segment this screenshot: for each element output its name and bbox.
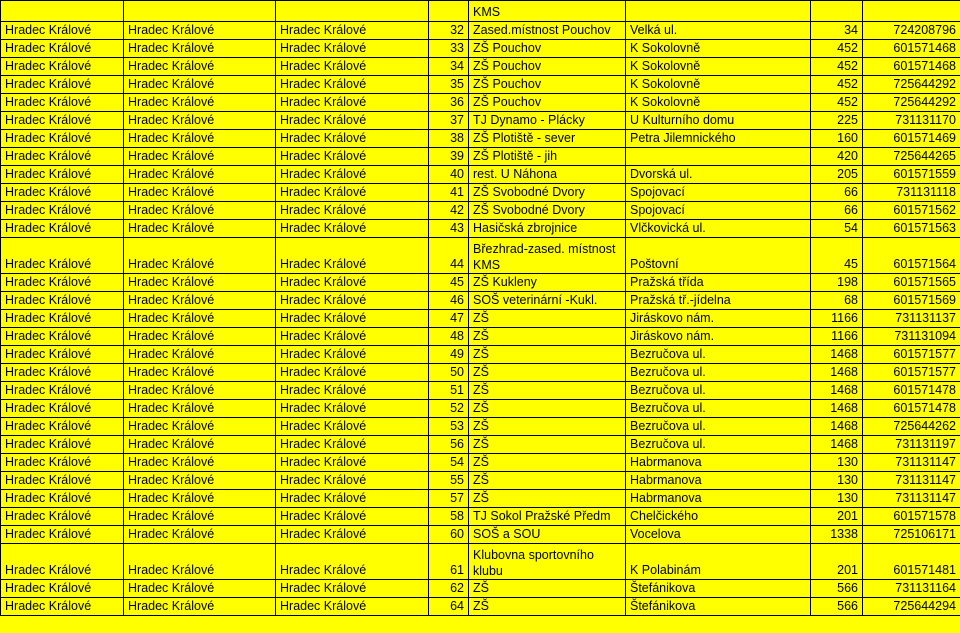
- street-cell: [626, 148, 811, 166]
- town-cell: Hradec Králové: [276, 148, 429, 166]
- table-row: [1, 328, 960, 346]
- station-number-cell: 32: [429, 22, 469, 40]
- station-number-cell: 62: [429, 580, 469, 598]
- table-row: [1, 202, 960, 220]
- station-name-cell: ZŠ: [469, 472, 626, 490]
- town-cell: Hradec Králové: [276, 292, 429, 310]
- station-number-cell: 64: [429, 598, 469, 616]
- phone-cell: 731131197: [863, 436, 960, 454]
- station-number-cell: 48: [429, 328, 469, 346]
- district-cell: Hradec Králové: [1, 454, 124, 472]
- phone-cell: 601571559: [863, 166, 960, 184]
- phone-cell: 601571578: [863, 508, 960, 526]
- phone-cell: 731131094: [863, 328, 960, 346]
- municipality-cell: Hradec Králové: [124, 580, 276, 598]
- station-name-cell: ZŠ: [469, 418, 626, 436]
- station-name-cell: SOŠ veterinární -Kukl.: [469, 292, 626, 310]
- phone-cell: 601571569: [863, 292, 960, 310]
- municipality-cell: Hradec Králové: [124, 544, 276, 580]
- street-cell: Štefánikova: [626, 598, 811, 616]
- municipality-cell: Hradec Králové: [124, 94, 276, 112]
- phone-cell: 725644294: [863, 598, 960, 616]
- district-cell: [1, 1, 124, 22]
- town-cell: Hradec Králové: [276, 598, 429, 616]
- street-cell: Vocelova: [626, 526, 811, 544]
- table-row: [1, 544, 960, 580]
- town-cell: Hradec Králové: [276, 94, 429, 112]
- municipality-cell: Hradec Králové: [124, 436, 276, 454]
- station-name-cell: ZŠ Pouchov: [469, 40, 626, 58]
- station-name-cell: ZŠ Svobodné Dvory: [469, 184, 626, 202]
- town-cell: [276, 1, 429, 22]
- station-number-cell: [429, 1, 469, 22]
- table-row: [1, 490, 960, 508]
- phone-cell: 724208796: [863, 22, 960, 40]
- house-number-cell: 198: [811, 274, 863, 292]
- table-row: [1, 166, 960, 184]
- street-cell: Velká ul.: [626, 22, 811, 40]
- town-cell: Hradec Králové: [276, 166, 429, 184]
- street-cell: K Sokolovně: [626, 94, 811, 112]
- street-cell: K Sokolovně: [626, 40, 811, 58]
- town-cell: Hradec Králové: [276, 238, 429, 274]
- district-cell: Hradec Králové: [1, 112, 124, 130]
- table-row: [1, 148, 960, 166]
- street-cell: Habrmanova: [626, 472, 811, 490]
- street-cell: Bezručova ul.: [626, 364, 811, 382]
- phone-cell: 731131147: [863, 472, 960, 490]
- house-number-cell: 452: [811, 94, 863, 112]
- street-cell: Spojovací: [626, 202, 811, 220]
- town-cell: Hradec Králové: [276, 436, 429, 454]
- municipality-cell: Hradec Králové: [124, 328, 276, 346]
- house-number-cell: 452: [811, 76, 863, 94]
- district-cell: Hradec Králové: [1, 490, 124, 508]
- district-cell: Hradec Králové: [1, 76, 124, 94]
- station-name-cell: ZŠ Pouchov: [469, 58, 626, 76]
- district-cell: Hradec Králové: [1, 346, 124, 364]
- house-number-cell: 1338: [811, 526, 863, 544]
- station-number-cell: 34: [429, 58, 469, 76]
- phone-cell: 601571468: [863, 58, 960, 76]
- district-cell: Hradec Králové: [1, 292, 124, 310]
- station-number-cell: 58: [429, 508, 469, 526]
- district-cell: Hradec Králové: [1, 220, 124, 238]
- municipality-cell: Hradec Králové: [124, 202, 276, 220]
- street-cell: K Sokolovně: [626, 76, 811, 94]
- street-cell: Bezručova ul.: [626, 346, 811, 364]
- phone-cell: 725106171: [863, 526, 960, 544]
- table-row: [1, 130, 960, 148]
- table-row: [1, 454, 960, 472]
- phone-cell: 601571562: [863, 202, 960, 220]
- phone-cell: 731131137: [863, 310, 960, 328]
- phone-cell: 601571468: [863, 40, 960, 58]
- station-number-cell: 46: [429, 292, 469, 310]
- municipality-cell: Hradec Králové: [124, 490, 276, 508]
- district-cell: Hradec Králové: [1, 364, 124, 382]
- house-number-cell: 34: [811, 22, 863, 40]
- station-name-cell: Hasičská zbrojnice: [469, 220, 626, 238]
- phone-cell: 601571563: [863, 220, 960, 238]
- station-name-cell: ZŠ Svobodné Dvory: [469, 202, 626, 220]
- station-number-cell: 42: [429, 202, 469, 220]
- phone-cell: 731131170: [863, 112, 960, 130]
- district-cell: Hradec Králové: [1, 310, 124, 328]
- district-cell: Hradec Králové: [1, 598, 124, 616]
- table-row: [1, 94, 960, 112]
- table-row: [1, 310, 960, 328]
- table-row: [1, 220, 960, 238]
- municipality-cell: Hradec Králové: [124, 130, 276, 148]
- phone-cell: 601571577: [863, 364, 960, 382]
- station-name-cell: ZŠ Plotiště - sever: [469, 130, 626, 148]
- house-number-cell: 566: [811, 598, 863, 616]
- municipality-cell: Hradec Králové: [124, 184, 276, 202]
- house-number-cell: 205: [811, 166, 863, 184]
- house-number-cell: 130: [811, 472, 863, 490]
- station-name-cell: ZŠ Pouchov: [469, 76, 626, 94]
- phone-cell: 601571478: [863, 400, 960, 418]
- municipality-cell: Hradec Králové: [124, 598, 276, 616]
- municipality-cell: Hradec Králové: [124, 472, 276, 490]
- house-number-cell: 452: [811, 40, 863, 58]
- station-name-cell: ZŠ: [469, 490, 626, 508]
- station-number-cell: 38: [429, 130, 469, 148]
- town-cell: Hradec Králové: [276, 274, 429, 292]
- phone-cell: 601571565: [863, 274, 960, 292]
- station-name-cell: KMS: [469, 1, 626, 22]
- phone-cell: 601571478: [863, 382, 960, 400]
- town-cell: Hradec Králové: [276, 184, 429, 202]
- house-number-cell: 225: [811, 112, 863, 130]
- table-row: [1, 364, 960, 382]
- house-number-cell: 1468: [811, 382, 863, 400]
- station-number-cell: 35: [429, 76, 469, 94]
- house-number-cell: 130: [811, 490, 863, 508]
- house-number-cell: 1468: [811, 436, 863, 454]
- district-cell: Hradec Králové: [1, 238, 124, 274]
- town-cell: Hradec Králové: [276, 76, 429, 94]
- table-row: [1, 1, 960, 22]
- district-cell: Hradec Králové: [1, 22, 124, 40]
- district-cell: Hradec Králové: [1, 58, 124, 76]
- district-cell: Hradec Králové: [1, 148, 124, 166]
- town-cell: Hradec Králové: [276, 418, 429, 436]
- station-name-cell: TJ Sokol Pražské Předm: [469, 508, 626, 526]
- station-number-cell: 51: [429, 382, 469, 400]
- house-number-cell: 68: [811, 292, 863, 310]
- street-cell: Chelčického: [626, 508, 811, 526]
- house-number-cell: 1166: [811, 328, 863, 346]
- station-number-cell: 33: [429, 40, 469, 58]
- town-cell: Hradec Králové: [276, 22, 429, 40]
- town-cell: Hradec Králové: [276, 508, 429, 526]
- station-name-cell: ZŠ: [469, 400, 626, 418]
- district-cell: Hradec Králové: [1, 544, 124, 580]
- municipality-cell: Hradec Králové: [124, 400, 276, 418]
- town-cell: Hradec Králové: [276, 580, 429, 598]
- table-row: [1, 346, 960, 364]
- municipality-cell: Hradec Králové: [124, 166, 276, 184]
- station-number-cell: 55: [429, 472, 469, 490]
- table-row: [1, 112, 960, 130]
- street-cell: Dvorská ul.: [626, 166, 811, 184]
- station-number-cell: 41: [429, 184, 469, 202]
- street-cell: Bezručova ul.: [626, 418, 811, 436]
- street-cell: Petra Jilemnického: [626, 130, 811, 148]
- phone-cell: 601571481: [863, 544, 960, 580]
- town-cell: Hradec Králové: [276, 544, 429, 580]
- table-row: [1, 382, 960, 400]
- municipality-cell: Hradec Králové: [124, 76, 276, 94]
- phone-cell: 725644262: [863, 418, 960, 436]
- town-cell: Hradec Králové: [276, 220, 429, 238]
- house-number-cell: 160: [811, 130, 863, 148]
- table-row: [1, 58, 960, 76]
- municipality-cell: Hradec Králové: [124, 40, 276, 58]
- municipality-cell: Hradec Králové: [124, 238, 276, 274]
- station-number-cell: 37: [429, 112, 469, 130]
- table-row: [1, 274, 960, 292]
- street-cell: [626, 1, 811, 22]
- municipality-cell: Hradec Králové: [124, 526, 276, 544]
- house-number-cell: 66: [811, 184, 863, 202]
- house-number-cell: 420: [811, 148, 863, 166]
- town-cell: Hradec Králové: [276, 526, 429, 544]
- street-cell: Spojovací: [626, 184, 811, 202]
- municipality-cell: Hradec Králové: [124, 292, 276, 310]
- town-cell: Hradec Králové: [276, 328, 429, 346]
- station-name-cell: ZŠ Plotiště - jih: [469, 148, 626, 166]
- house-number-cell: 452: [811, 58, 863, 76]
- municipality-cell: Hradec Králové: [124, 22, 276, 40]
- station-name-cell: ZŠ: [469, 328, 626, 346]
- town-cell: Hradec Králové: [276, 112, 429, 130]
- station-name-cell: ZŠ: [469, 364, 626, 382]
- street-cell: Poštovní: [626, 238, 811, 274]
- station-name-cell: ZŠ: [469, 382, 626, 400]
- street-cell: Pražská třída: [626, 274, 811, 292]
- municipality-cell: Hradec Králové: [124, 508, 276, 526]
- municipality-cell: Hradec Králové: [124, 310, 276, 328]
- phone-cell: 731131147: [863, 454, 960, 472]
- station-number-cell: 53: [429, 418, 469, 436]
- station-number-cell: 43: [429, 220, 469, 238]
- station-number-cell: 47: [429, 310, 469, 328]
- town-cell: Hradec Králové: [276, 130, 429, 148]
- station-number-cell: 45: [429, 274, 469, 292]
- table-row: [1, 238, 960, 274]
- table-body: [1, 1, 960, 616]
- station-name-cell: Březhrad-zased. místnost KMS: [469, 238, 626, 274]
- street-cell: Jiráskovo nám.: [626, 310, 811, 328]
- house-number-cell: 566: [811, 580, 863, 598]
- house-number-cell: 201: [811, 544, 863, 580]
- station-number-cell: 54: [429, 454, 469, 472]
- phone-cell: 725644265: [863, 148, 960, 166]
- municipality-cell: Hradec Králové: [124, 364, 276, 382]
- district-cell: Hradec Králové: [1, 40, 124, 58]
- town-cell: Hradec Králové: [276, 40, 429, 58]
- phone-cell: 725644292: [863, 76, 960, 94]
- district-cell: Hradec Králové: [1, 382, 124, 400]
- station-name-cell: rest. U Náhona: [469, 166, 626, 184]
- station-name-cell: ZŠ: [469, 580, 626, 598]
- station-number-cell: 52: [429, 400, 469, 418]
- station-number-cell: 44: [429, 238, 469, 274]
- town-cell: Hradec Králové: [276, 490, 429, 508]
- table-row: [1, 580, 960, 598]
- table-row: [1, 418, 960, 436]
- house-number-cell: 1468: [811, 364, 863, 382]
- district-cell: Hradec Králové: [1, 130, 124, 148]
- station-name-cell: Zased.místnost Pouchov: [469, 22, 626, 40]
- town-cell: Hradec Králové: [276, 364, 429, 382]
- street-cell: Jiráskovo nám.: [626, 328, 811, 346]
- municipality-cell: Hradec Králové: [124, 274, 276, 292]
- station-number-cell: 61: [429, 544, 469, 580]
- municipality-cell: Hradec Králové: [124, 58, 276, 76]
- house-number-cell: 66: [811, 202, 863, 220]
- street-cell: Vlčkovická ul.: [626, 220, 811, 238]
- phone-cell: 725644292: [863, 94, 960, 112]
- table-row: [1, 184, 960, 202]
- station-number-cell: 60: [429, 526, 469, 544]
- house-number-cell: [811, 1, 863, 22]
- house-number-cell: 1468: [811, 418, 863, 436]
- table-row: [1, 526, 960, 544]
- district-cell: Hradec Králové: [1, 166, 124, 184]
- street-cell: Habrmanova: [626, 490, 811, 508]
- municipality-cell: [124, 1, 276, 22]
- table-row: [1, 40, 960, 58]
- phone-cell: [863, 1, 960, 22]
- station-name-cell: ZŠ Kukleny: [469, 274, 626, 292]
- station-name-cell: ZŠ: [469, 598, 626, 616]
- municipality-cell: Hradec Králové: [124, 454, 276, 472]
- street-cell: Pražská tř.-jídelna: [626, 292, 811, 310]
- municipality-cell: Hradec Králové: [124, 220, 276, 238]
- town-cell: Hradec Králové: [276, 382, 429, 400]
- house-number-cell: 54: [811, 220, 863, 238]
- town-cell: Hradec Králové: [276, 346, 429, 364]
- station-name-cell: TJ Dynamo - Plácky: [469, 112, 626, 130]
- phone-cell: 601571469: [863, 130, 960, 148]
- district-cell: Hradec Králové: [1, 580, 124, 598]
- station-name-cell: ZŠ: [469, 454, 626, 472]
- district-cell: Hradec Králové: [1, 202, 124, 220]
- street-cell: U Kulturního domu: [626, 112, 811, 130]
- table-row: [1, 598, 960, 616]
- station-number-cell: 57: [429, 490, 469, 508]
- table-row: [1, 508, 960, 526]
- table-row: [1, 436, 960, 454]
- house-number-cell: 201: [811, 508, 863, 526]
- district-cell: Hradec Králové: [1, 274, 124, 292]
- municipality-cell: Hradec Králové: [124, 418, 276, 436]
- district-cell: Hradec Králové: [1, 526, 124, 544]
- district-cell: Hradec Králové: [1, 328, 124, 346]
- table-row: [1, 400, 960, 418]
- phone-cell: 601571577: [863, 346, 960, 364]
- station-number-cell: 56: [429, 436, 469, 454]
- municipality-cell: Hradec Králové: [124, 346, 276, 364]
- town-cell: Hradec Králové: [276, 472, 429, 490]
- town-cell: Hradec Králové: [276, 58, 429, 76]
- district-cell: Hradec Králové: [1, 94, 124, 112]
- town-cell: Hradec Králové: [276, 202, 429, 220]
- phone-cell: 731131118: [863, 184, 960, 202]
- town-cell: Hradec Králové: [276, 400, 429, 418]
- table-row: [1, 472, 960, 490]
- station-number-cell: 39: [429, 148, 469, 166]
- street-cell: Habrmanova: [626, 454, 811, 472]
- station-number-cell: 49: [429, 346, 469, 364]
- table-row: [1, 22, 960, 40]
- district-cell: Hradec Králové: [1, 472, 124, 490]
- house-number-cell: 130: [811, 454, 863, 472]
- house-number-cell: 45: [811, 238, 863, 274]
- house-number-cell: 1166: [811, 310, 863, 328]
- station-name-cell: ZŠ Pouchov: [469, 94, 626, 112]
- district-cell: Hradec Králové: [1, 418, 124, 436]
- town-cell: Hradec Králové: [276, 454, 429, 472]
- district-cell: Hradec Králové: [1, 508, 124, 526]
- phone-cell: 731131164: [863, 580, 960, 598]
- station-name-cell: ZŠ: [469, 310, 626, 328]
- street-cell: Štefánikova: [626, 580, 811, 598]
- station-name-cell: ZŠ: [469, 346, 626, 364]
- street-cell: K Sokolovně: [626, 58, 811, 76]
- table-row: [1, 292, 960, 310]
- street-cell: Bezručova ul.: [626, 436, 811, 454]
- station-number-cell: 50: [429, 364, 469, 382]
- district-cell: Hradec Králové: [1, 184, 124, 202]
- station-number-cell: 40: [429, 166, 469, 184]
- phone-cell: 601571564: [863, 238, 960, 274]
- house-number-cell: 1468: [811, 346, 863, 364]
- table-row: [1, 76, 960, 94]
- district-cell: Hradec Králové: [1, 436, 124, 454]
- municipality-cell: Hradec Králové: [124, 382, 276, 400]
- station-name-cell: ZŠ: [469, 436, 626, 454]
- station-number-cell: 36: [429, 94, 469, 112]
- house-number-cell: 1468: [811, 400, 863, 418]
- municipality-cell: Hradec Králové: [124, 112, 276, 130]
- street-cell: Bezručova ul.: [626, 400, 811, 418]
- municipality-cell: Hradec Králové: [124, 148, 276, 166]
- district-cell: Hradec Králové: [1, 400, 124, 418]
- town-cell: Hradec Králové: [276, 310, 429, 328]
- phone-cell: 731131147: [863, 490, 960, 508]
- street-cell: K Polabinám: [626, 544, 811, 580]
- station-name-cell: SOŠ a SOU: [469, 526, 626, 544]
- street-cell: Bezručova ul.: [626, 382, 811, 400]
- station-name-cell: Klubovna sportovního klubu: [469, 544, 626, 580]
